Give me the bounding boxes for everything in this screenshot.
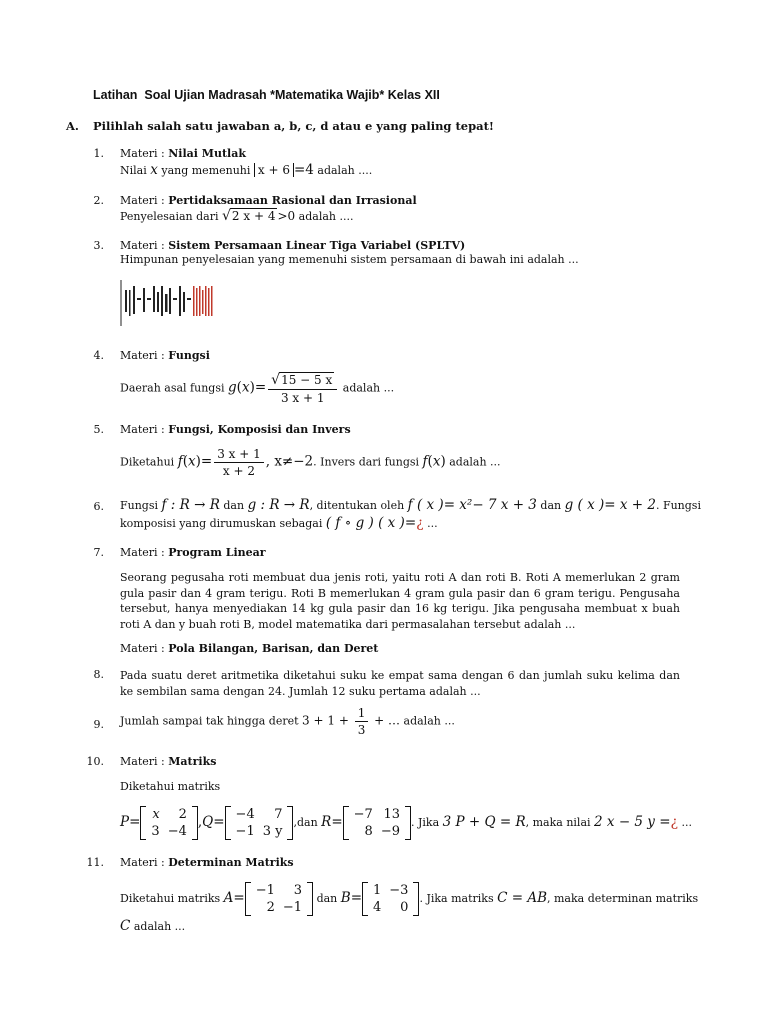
- question-materi: [120, 856, 294, 869]
- text-segment: , maka determinan matriks: [547, 892, 699, 905]
- broken-glyph: ¿: [670, 814, 679, 830]
- materi-prefix: Materi :: [120, 755, 169, 768]
- question-text: [120, 497, 701, 513]
- materi-prefix: Materi :: [120, 546, 169, 559]
- math-var: x: [150, 162, 158, 178]
- spltv-equation-image: [120, 276, 216, 328]
- text-segment: ...: [678, 816, 693, 829]
- question-materi: [120, 642, 378, 655]
- question-number: 10.: [86, 755, 104, 768]
- question-number: 4.: [93, 349, 104, 362]
- text-segment: . Jika: [410, 816, 443, 829]
- absolute-value-expr: x + 6: [254, 163, 294, 177]
- question-number: 8.: [93, 668, 104, 681]
- math-func: f: [177, 453, 183, 470]
- text-segment: . Fungsi: [655, 499, 701, 512]
- sqrt-symbol: √: [222, 208, 231, 224]
- denominator: x + 2: [222, 464, 255, 478]
- question-materi: [120, 546, 266, 559]
- question-text: Diketahui matriks A= −1 3 2 −1 dan B= 1 −3 4 0 . Jika matriks C = AB, maka determinan matriks: [120, 883, 699, 915]
- math-var: C: [120, 918, 131, 934]
- materi-title: Nilai Mutlak: [168, 147, 246, 160]
- text-segment: . Invers dari fungsi: [313, 455, 423, 469]
- matrix-p: x 2 3 −4: [140, 806, 197, 840]
- question-number: 7.: [93, 546, 104, 559]
- text-segment: Jumlah sampai tak hingga deret: [120, 714, 303, 728]
- materi-prefix: Materi :: [120, 856, 169, 869]
- math-arg: x: [241, 379, 250, 396]
- math-eq: 3 P + Q = R: [442, 814, 526, 830]
- question-materi: [120, 147, 246, 160]
- text-segment: dan: [219, 499, 248, 512]
- text-segment: Diketahui: [120, 455, 178, 469]
- math-func: g: [228, 379, 237, 396]
- text-segment: dan: [536, 499, 565, 512]
- question-number: 5.: [93, 423, 104, 436]
- denominator: 3 x + 1: [280, 391, 325, 405]
- question-number: 11.: [86, 856, 104, 869]
- text-segment: komposisi yang dirumuskan sebagai: [120, 517, 326, 530]
- text-segment: Fungsi: [120, 499, 162, 512]
- materi-title: Determinan Matriks: [168, 856, 294, 869]
- math-arg: x: [187, 453, 196, 470]
- math-func: f: [422, 453, 428, 470]
- materi-prefix: Materi :: [120, 239, 169, 252]
- text-segment: . Jika matriks: [419, 892, 498, 905]
- question-text: P= x 2 3 −4 ,Q= −4 7 −1 3 y ,dan R= −7 13 8 −9 . Jika 3 P + Q = R, maka nilai 2 x − 5 y =¿ ...: [120, 807, 693, 839]
- materi-title: Pola Bilangan, Barisan, dan Deret: [168, 642, 379, 655]
- text-segment: adalah ...: [445, 455, 501, 469]
- question-materi: [120, 755, 216, 768]
- materi-title: Program Linear: [168, 546, 266, 559]
- question-number: 3.: [93, 239, 104, 252]
- text-segment: yang memenuhi: [157, 164, 254, 177]
- question-text: Himpunan penyelesaian yang memenuhi sistem persamaan di bawah ini adalah ...: [120, 253, 579, 266]
- math-map: f : R → R: [161, 497, 220, 513]
- section-instruction: Pilihlah salah satu jawaban a, b, c, d atau e yang paling tepat!: [93, 119, 494, 133]
- numerator: 15 − 5 x: [281, 373, 333, 387]
- question-number: 9.: [93, 718, 104, 731]
- text-segment: , maka nilai: [525, 816, 595, 829]
- matrix-a: −1 3 2 −1: [245, 882, 313, 916]
- question-text: [120, 162, 372, 178]
- text-segment: adalah ....: [313, 164, 373, 177]
- section-letter: A.: [66, 119, 79, 133]
- materi-prefix: Materi :: [120, 423, 169, 436]
- math-condition: , x≠−2: [265, 453, 314, 470]
- math-series: + …: [370, 713, 401, 728]
- text-segment: Nilai: [120, 164, 151, 177]
- math-expr: 2 x − 5 y =: [594, 814, 671, 830]
- matrix-r: −7 13 8 −9: [343, 806, 411, 840]
- text-segment: adalah ...: [130, 920, 186, 933]
- text-segment: ...: [423, 517, 438, 530]
- question-materi: [120, 239, 465, 252]
- question-text: Daerah asal fungsi g(x)= $\frac{√15 - 5 x}{3 x + 1}$ adalah ...: [120, 372, 395, 405]
- question-text-line2: [120, 515, 438, 531]
- fraction: [214, 447, 264, 478]
- question-text: Diketahui f(x)= $\frac{3 x + 1}{x + 2}$ , x≠−2. Invers dari fungsi f(x) adalah ...: [120, 447, 501, 478]
- text-segment: Diketahui matriks: [120, 892, 224, 905]
- question-text: [120, 208, 353, 224]
- sqrt-expr: 2 x + 4: [231, 209, 276, 223]
- question-intro: Diketahui matriks: [120, 780, 221, 793]
- fraction: $\frac{√15 - 5 x}{3 x + 1}$: [268, 372, 337, 405]
- materi-prefix: Materi :: [120, 642, 169, 655]
- matrix-b: 1 −3 4 0: [362, 882, 419, 916]
- question-number: 2.: [93, 194, 104, 207]
- materi-title: Fungsi, Komposisi dan Invers: [168, 423, 351, 436]
- math-arg: x: [432, 453, 441, 470]
- text-segment: adalah ....: [295, 210, 354, 223]
- materi-title: Matriks: [168, 755, 217, 768]
- page-title: Latihan Soal Ujian Madrasah *Matematika Wajib* Kelas XII: [93, 88, 440, 102]
- numerator: 1: [355, 706, 369, 722]
- numerator: 3 x + 1: [214, 447, 264, 463]
- question-materi: [120, 349, 210, 362]
- materi-title: Sistem Persamaan Linear Tiga Variabel (SPLTV): [168, 239, 466, 252]
- materi-title: Fungsi: [168, 349, 210, 362]
- math-comp: ( f ∘ g ) ( x )=: [325, 515, 417, 531]
- math-rel: >0: [277, 209, 296, 223]
- question-number: 1.: [93, 147, 104, 160]
- matrix-q: −4 7 −1 3 y: [225, 806, 294, 840]
- fraction: [355, 706, 369, 737]
- question-materi: [120, 423, 351, 436]
- text-segment: Penyelesaian dari: [120, 210, 222, 223]
- materi-prefix: Materi :: [120, 194, 169, 207]
- question-paragraph: Seorang pegusaha roti membuat dua jenis roti, yaitu roti A dan roti B. Roti A memerlukan 2 gram gula pasir dan 4 gram terigu. Roti B memerlukan 4 gram gula pasir dan 6 gram terigu. Pengusaha tersebut, hanya menyediakan 14 kg gula pasir dan 16 kg terigu. Jika pengusaha membuat x buah roti A dan y buah roti B, model matematika dari permasalahan tersebut adalah ...: [120, 571, 680, 631]
- materi-prefix: Materi :: [120, 147, 169, 160]
- denominator: 3: [357, 723, 366, 737]
- broken-glyph: ¿: [416, 515, 424, 531]
- text-segment: Daerah asal fungsi: [120, 381, 229, 395]
- question-text-line2: [120, 918, 185, 934]
- text-segment: , ditentukan oleh: [309, 499, 408, 512]
- question-materi: [120, 194, 417, 207]
- question-text: [120, 706, 455, 737]
- question-paragraph: Pada suatu deret aritmetika diketahui suku ke empat sama dengan 6 dan jumlah suku kelima dan ke sembilan sama dengan 24. Jumlah 12 suku pertama adalah ...: [120, 669, 680, 698]
- text-segment: adalah ...: [339, 381, 395, 395]
- text-segment: adalah ...: [400, 714, 455, 728]
- math-def: f ( x )= x²− 7 x + 3: [407, 497, 537, 513]
- math-def: g ( x )= x + 2: [564, 497, 656, 513]
- materi-title: Pertidaksamaan Rasional dan Irrasional: [168, 194, 417, 207]
- math-eq: =4: [294, 162, 314, 178]
- materi-prefix: Materi :: [120, 349, 169, 362]
- question-number: 6.: [93, 500, 104, 513]
- math-eq: C = AB: [497, 890, 547, 906]
- math-map: g : R → R: [247, 497, 310, 513]
- text-segment: dan: [313, 892, 341, 905]
- math-series: 3 + 1 +: [302, 713, 353, 728]
